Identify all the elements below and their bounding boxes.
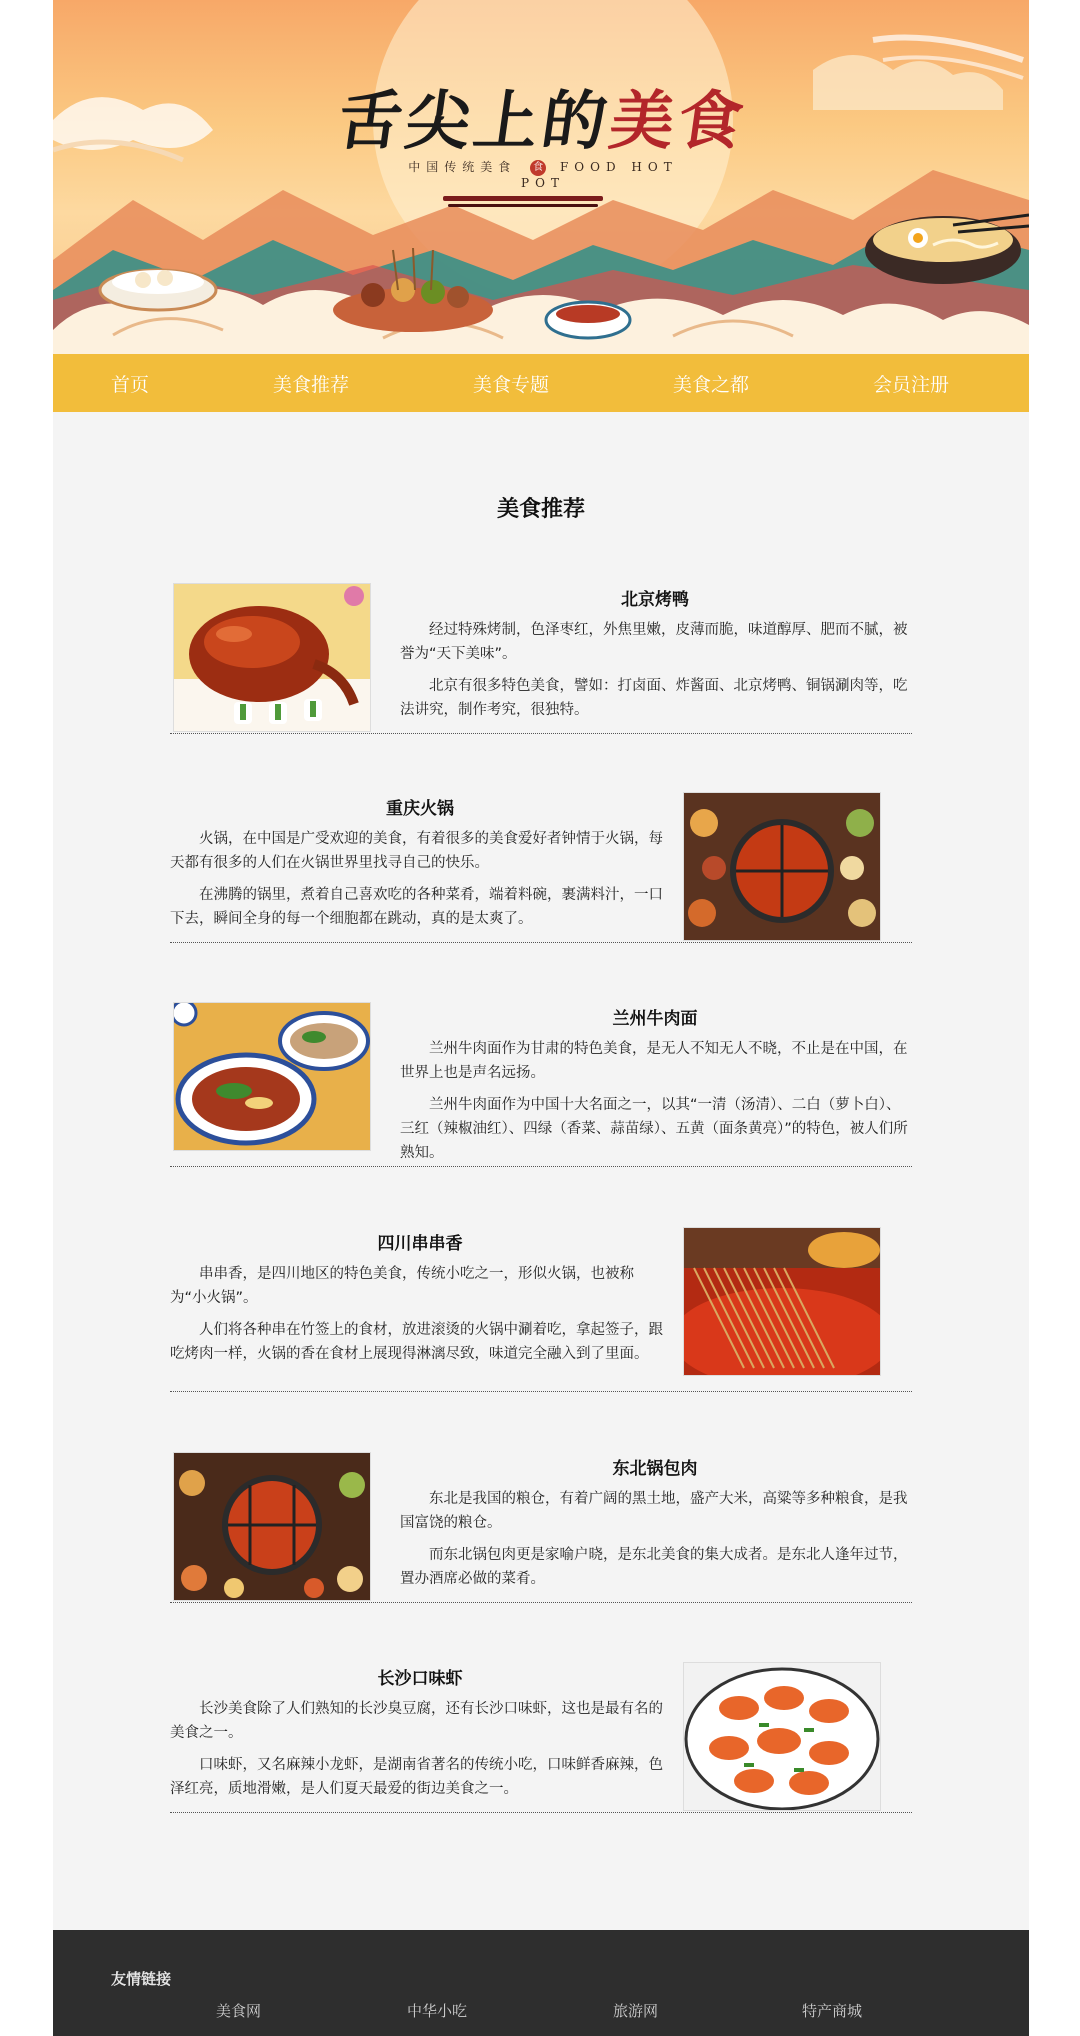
banner-title [307, 70, 780, 162]
banner-seal: 食 [530, 160, 546, 176]
food-item-peking-duck [170, 583, 912, 734]
food-paragraph: 经过特殊烤制，色泽枣红，外焦里嫩，皮薄而脆，味道醇厚、肥而不腻，被誉为“天下美味”。 [400, 622, 908, 662]
food-paragraph: 北京有很多特色美食，譬如：打卤面、炸酱面、北京烤鸭、铜锅涮肉等，吃法讲究，制作考究，很独特。 [400, 678, 908, 718]
section-title: 美食推荐 [496, 497, 585, 522]
page [53, 0, 1029, 2036]
food-paragraph: 火锅，在中国是广受欢迎的美食，有着很多的美食爱好者钟情于火锅，每天都有很多的人们在火锅世界里找寻自己的快乐。 [170, 831, 663, 871]
skewers-image [683, 1227, 881, 1376]
food-title: 北京烤鸭 [621, 590, 689, 610]
beef-noodles-image [173, 1002, 371, 1151]
food-item-chongqing-hotpot [170, 792, 912, 943]
main-nav [53, 354, 1029, 412]
footer-link-food-site[interactable]: 美食网 [216, 2002, 262, 2020]
banner-subtitle-right: FOOD HOT POT [521, 160, 678, 190]
food-title: 重庆火锅 [386, 799, 454, 819]
hot-pot-feast-image [173, 1452, 371, 1601]
footer-title: 友情链接 [111, 1970, 172, 1988]
food-item-lanzhou-noodles [170, 1002, 912, 1167]
food-item-guobaorou [170, 1452, 912, 1603]
banner-subtitle-left: 中国传统美食 [408, 160, 517, 174]
food-paragraph: 人们将各种串在竹签上的食材，放进滚烫的火锅中涮着吃，拿起签子，跟吃烤肉一样，火锅的香在食材上展现得淋漓尽致，味道完全融入到了里面。 [170, 1322, 663, 1362]
food-title: 兰州牛肉面 [612, 1009, 698, 1029]
food-title: 东北锅包肉 [612, 1459, 698, 1479]
footer-link-travel[interactable]: 旅游网 [613, 2002, 659, 2020]
food-text [400, 1452, 910, 1599]
hot-pot-image [683, 792, 881, 941]
food-paragraph: 兰州牛肉面作为甘肃的特色美食，是无人不知无人不晓，不止是在中国，在世界上也是声名远扬。 [400, 1041, 908, 1081]
food-paragraph: 串串香，是四川地区的特色美食，传统小吃之一，形似火锅，也被称为“小火锅”。 [170, 1266, 634, 1306]
food-paragraph: 东北是我国的粮仓，有着广阔的黑土地，盛产大米，高粱等多种粮食，是我国富饶的粮仓。 [400, 1491, 908, 1531]
food-paragraph: 长沙美食除了人们熟知的长沙臭豆腐，还有长沙口味虾，这也是最有名的美食之一。 [170, 1701, 663, 1741]
spicy-crayfish-image [683, 1662, 881, 1811]
food-text [400, 1002, 910, 1173]
nav-item-recommend[interactable]: 美食推荐 [272, 373, 349, 396]
header-banner [53, 0, 1029, 354]
banner-subtitle [383, 158, 703, 190]
nav-item-register[interactable]: 会员注册 [872, 373, 949, 396]
food-item-changsha-shrimp [170, 1662, 912, 1813]
banner-title-part1: 舌尖上的 [332, 84, 616, 159]
footer [53, 1930, 1029, 2036]
food-paragraph: 兰州牛肉面作为中国十大名面之一，以其“一清（汤清）、二白（萝卜白）、三红（辣椒油红）、四绿（香菜、蒜苗绿）、五黄（面条黄亮）”的特色，被人们所熟知。 [400, 1097, 908, 1161]
food-item-sichuan-skewers [170, 1227, 912, 1392]
footer-link-chinese-snacks[interactable]: 中华小吃 [407, 2002, 468, 2020]
footer-links [53, 2000, 1029, 2024]
food-paragraph: 口味虾，又名麻辣小龙虾，是湖南省著名的传统小吃，口味鲜香麻辣，色泽红亮，质地滑嫩，是人们夏天最爱的街边美食之一。 [170, 1757, 663, 1797]
food-paragraph: 而东北锅包肉更是家喻户晓，是东北美食的集大成者。是东北人逢年过节，置办酒席必做的菜肴。 [400, 1547, 908, 1587]
banner-title-part2: 美食 [604, 84, 752, 159]
footer-link-specialty-mall[interactable]: 特产商城 [802, 2002, 863, 2020]
nav-item-topics[interactable]: 美食专题 [472, 373, 549, 396]
food-text [170, 792, 670, 939]
food-text [170, 1227, 670, 1374]
roast-duck-image [173, 583, 371, 732]
food-title: 四川串串香 [377, 1234, 463, 1254]
food-title: 长沙口味虾 [377, 1669, 463, 1689]
nav-item-home[interactable]: 首页 [111, 373, 150, 396]
food-paragraph: 在沸腾的锅里，煮着自己喜欢吃的各种菜肴，端着料碗，裹满料汁，一口下去，瞬间全身的每一个细胞都在跳动，真的是太爽了。 [170, 887, 663, 927]
nav-item-food-capital[interactable]: 美食之都 [672, 373, 749, 396]
food-text [400, 583, 910, 730]
food-text [170, 1662, 670, 1809]
